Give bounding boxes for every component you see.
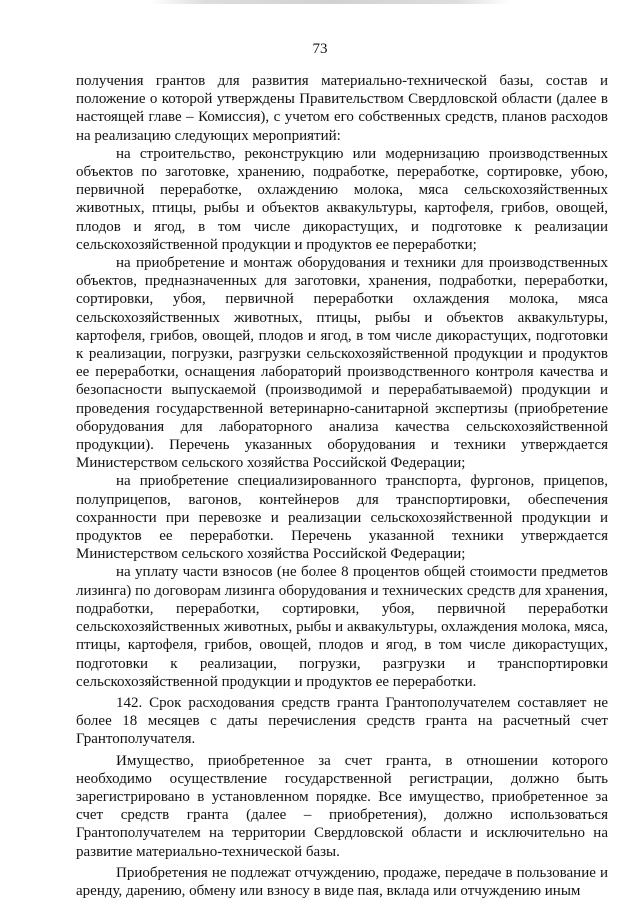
paragraph-3: на приобретение и монтаж оборудования и техники для производственных объектов, предназначенных для заготовки, хранения, подработки, переработки, сортировки, убоя, первичной переработки охлаждения молока, мяса сельскохозяйственных животных, птицы, рыбы и объектов аквакультуры, картофеля, грибов, овощей, плодов и ягод, в том числе дикорастущих, подготовки к реализации, погрузки, разгрузки сельскохозяйственной продукции и продуктов ее переработки, оснащения лабораторий производственного контроля качества и безопасности выпускаемой (производимой и перерабатываемой) продукции и проведения государственной ветеринарно-санитарной экспертизы (приобретение оборудования для лабораторного анализа качества сельскохозяйственной продукции). Перечень указанных оборудования и техники утверждается Министерством сельского хозяйства Российской Федерации;: [76, 255, 608, 472]
paragraph-5: на уплату части взносов (не более 8 процентов общей стоимости предметов лизинга) по договорам лизинга оборудования и технических средств для хранения, подработки, переработки, сортировки, убоя, первичной переработки сельскохозяйственных животных, рыбы и аквакультуры, охлаждения молока, мяса, птицы, картофеля, грибов, овощей, плодов и ягод, в том числе дикорастущих, подготовки к реализации, погрузки, разгрузки и транспортировки сельскохозяйственной продукции и продуктов ее переработки.: [76, 564, 608, 690]
paragraph-6: 142. Срок расходования средств гранта Грантополучателем составляет не более 18 месяцев с даты перечисления средств гранта на расчетный счет Грантополучателя.: [76, 694, 608, 748]
page-number: 73: [312, 41, 328, 57]
paragraph-8: Приобретения не подлежат отчуждению, продаже, передаче в пользование и аренду, дарению, обмену или взносу в виде пая, вклада или отчуждению иным: [76, 864, 608, 899]
paragraph-2: на строительство, реконструкцию или модернизацию производственных объектов по заготовке, хранению, подработке, переработке, сортировке, убою, первичной переработке, охлаждению молока, мяса сельскохозяйственных животных, птицы, рыбы и объектов аквакультуры, картофеля, грибов, овощей, плодов и ягод, в том числе дикорастущих, и подготовке к реализации сельскохозяйственной продукции и продуктов ее переработки;: [76, 145, 608, 253]
paragraph-4: на приобретение специализированного транспорта, фургонов, прицепов, полуприцепов, вагонов, контейнеров для транспортировки, обеспечения сохранности при перевозке и реализации сельскохозяйственной продукции и продуктов ее переработки. Перечень указанной техники утверждается Министерством сельского хозяйства Российской Федерации;: [76, 473, 608, 563]
paragraph-1: получения грантов для развития материально-технической базы, состав и положение о которой утверждены Правительством Свердловской области (далее в настоящей главе – Комиссия), с учетом его собственных средств, планов расходов на реализацию следующих мероприятий:: [76, 73, 608, 144]
document-body: [76, 72, 608, 900]
paragraph-7: Имущество, приобретенное за счет гранта, в отношении которого необходимо осуществление государственной регистрации, должно быть зарегистрировано в установленном порядке. Все имущество, приобретенное за счет средств гранта (далее – приобретения), должно использоваться Грантополучателем на территории Свердловской области и исключительно на развитие материально-технической базы.: [76, 752, 608, 860]
scan-artifact: [150, 0, 510, 4]
